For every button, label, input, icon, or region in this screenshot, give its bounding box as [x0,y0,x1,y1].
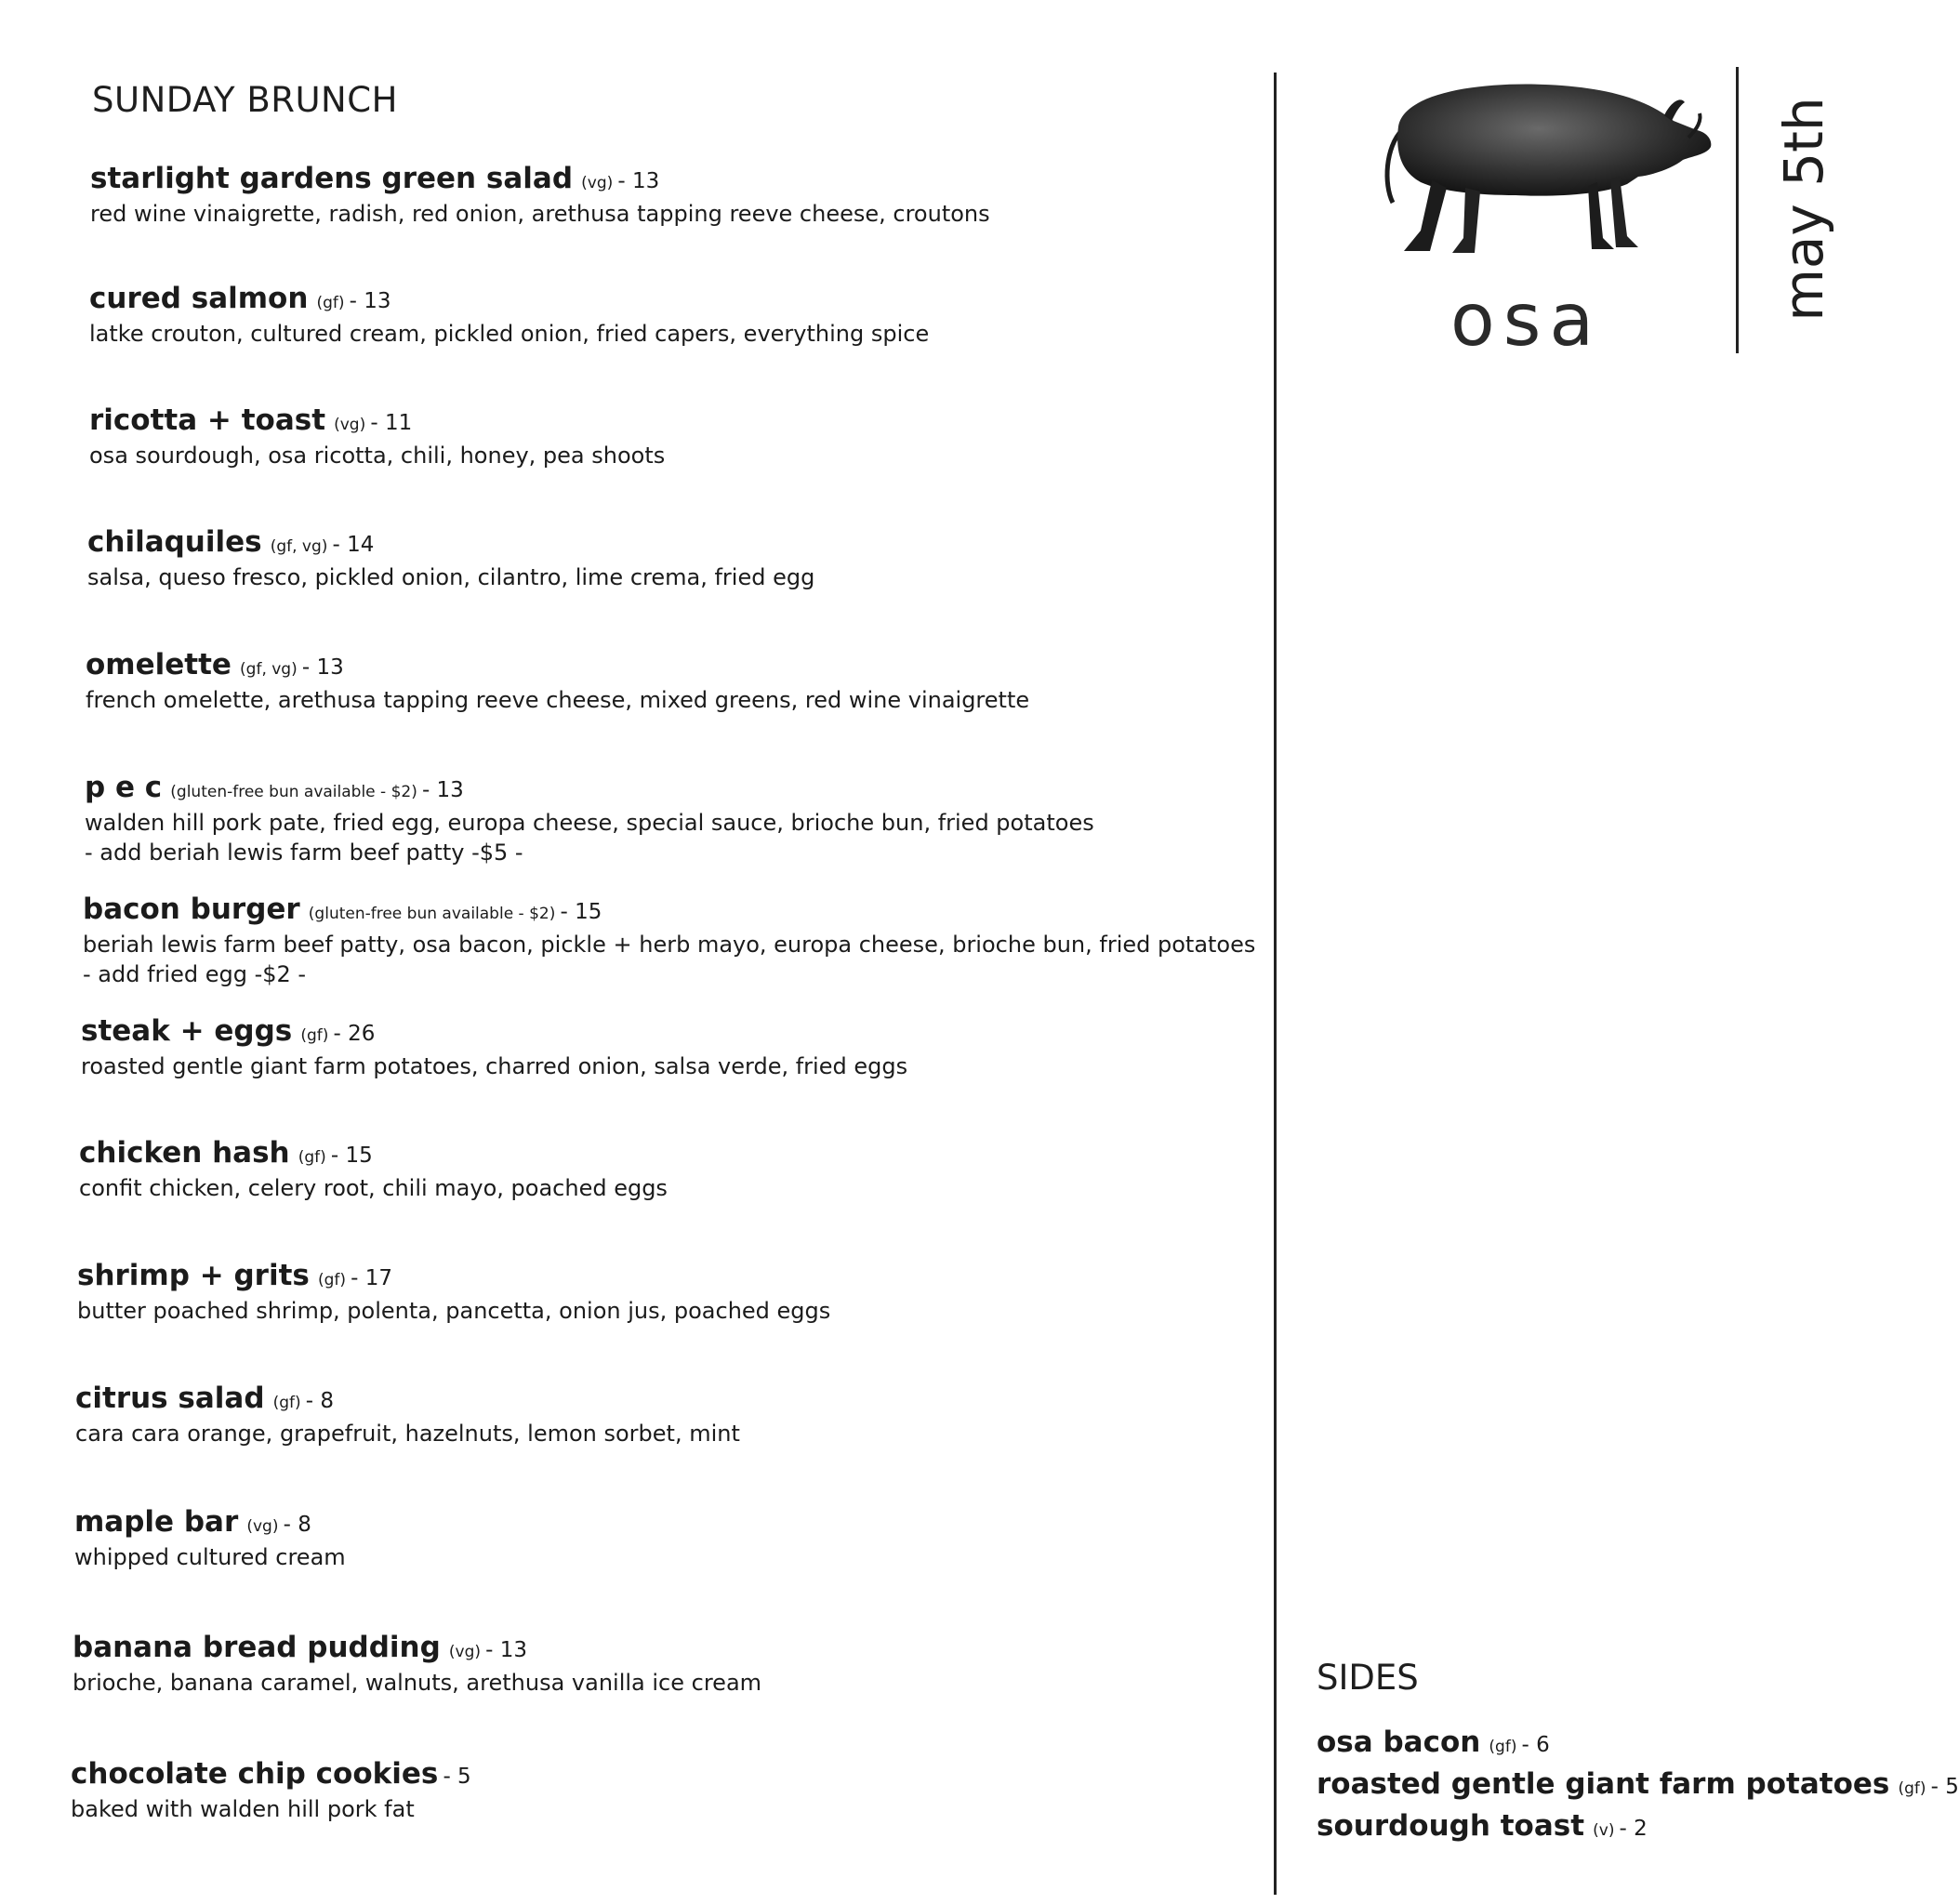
side-item [1317,1728,1550,1757]
item-price: - 13 [617,169,660,193]
item-name: chilaquiles [87,525,262,559]
item-description: osa sourdough, osa ricotta, chili, honey, pea shoots [89,443,666,469]
sides-title: SIDES [1317,1658,1419,1698]
menu-item [71,1757,471,1822]
item-name: chicken hash [79,1136,290,1170]
item-dietary-note: (gf) [317,1271,347,1289]
item-description: french omelette, arethusa tapping reeve cheese, mixed greens, red wine vinaigrette [86,687,1030,713]
item-price: - 26 [333,1022,376,1046]
item-price: - 13 [301,655,344,680]
menu-item [89,284,929,346]
item-dietary-note: (gf) [298,1148,326,1167]
item-description: beriah lewis farm beef patty, osa bacon, pickle + herb mayo, europa cheese, brioche bun, fried potatoes [83,932,1256,958]
item-price: - 15 [560,900,602,924]
item-dietary-note: (vg) [581,174,614,192]
menu-item [73,1633,761,1695]
item-dietary-note: (gluten-free bun available - $2) [308,905,556,923]
item-name: shrimp + grits [77,1259,310,1292]
menu-date: may 5th [1772,97,1835,322]
item-name: starlight gardens green salad [90,162,574,195]
item-description: butter poached shrimp, polenta, pancetta, onion jus, poached eggs [77,1298,831,1324]
item-dietary-note: (gf) [272,1394,301,1412]
logo-divider [1736,67,1739,353]
item-description: whipped cultured cream [74,1544,346,1570]
menu-item [79,1136,668,1201]
item-name: banana bread pudding [73,1631,441,1664]
item-name: maple bar [74,1505,239,1539]
item-dietary-note: (gf) [300,1026,329,1045]
item-dietary-note: (gf) [1489,1738,1517,1756]
item-name: roasted gentle giant farm potatoes [1317,1767,1890,1801]
item-description: salsa, queso fresco, pickled onion, cilantro, lime crema, fried egg [87,564,815,590]
item-dietary-note: (gf) [1898,1779,1926,1798]
item-price: - 5 [443,1765,471,1789]
item-description: brioche, banana caramel, walnuts, arethusa vanilla ice cream [73,1670,762,1696]
item-name: p e c [85,771,163,804]
item-price: - 14 [332,533,375,557]
item-dietary-note: (gf, vg) [270,537,328,556]
item-name: sourdough toast [1317,1809,1585,1843]
item-name: osa bacon [1317,1726,1481,1759]
item-description: walden hill pork pate, fried egg, europa cheese, special sauce, brioche bun, fried potatoes [85,810,1094,836]
menu-item [85,771,1094,866]
item-description: roasted gentle giant farm potatoes, charred onion, salsa verde, fried eggs [81,1053,908,1079]
item-price: - 13 [485,1638,528,1662]
item-dietary-note: (gf) [316,294,345,312]
item-name: bacon burger [83,892,300,926]
item-price: - 13 [349,289,391,313]
menu-item [90,162,990,227]
item-description: red wine vinaigrette, radish, red onion, arethusa tapping reeve cheese, croutons [90,201,990,227]
item-name: steak + eggs [81,1014,293,1048]
item-price: - 2 [1619,1817,1648,1841]
menu-item [74,1505,346,1570]
item-dietary-note: (vg) [334,416,366,434]
menu-item [75,1384,740,1446]
item-dietary-note: (vg) [448,1643,482,1661]
item-dietary-note: (gluten-free bun available - $2) [170,783,417,801]
menu-title: SUNDAY BRUNCH [92,80,398,120]
menu-item [87,525,815,590]
item-description: confit chicken, celery root, chili mayo, poached eggs [79,1175,668,1201]
item-price: - 11 [370,411,413,435]
item-name: citrus salad [75,1382,265,1415]
side-item [1317,1767,1959,1801]
item-dietary-note: (vg) [246,1517,279,1536]
column-divider [1274,73,1277,1895]
menu-item [77,1259,831,1324]
brand-name: osa [1450,279,1603,363]
item-name: cured salmon [89,282,309,315]
menu-item [81,1014,908,1079]
item-description: cara cara orange, grapefruit, hazelnuts, lemon sorbet, mint [75,1421,740,1447]
item-price: - 17 [351,1266,392,1290]
menu-item [89,403,666,469]
item-price: - 5 [1930,1775,1959,1799]
menu-item [83,892,1256,988]
item-addon: - add beriah lewis farm beef patty -$5 - [85,840,523,866]
item-description: latke crouton, cultured cream, pickled onion, fried capers, everything spice [89,321,930,347]
item-price: - 6 [1521,1733,1550,1757]
item-description: baked with walden hill pork fat [71,1796,415,1822]
item-name: ricotta + toast [89,403,326,437]
item-addon: - add fried egg -$2 - [83,961,307,988]
item-price: - 15 [330,1144,373,1168]
item-price: - 8 [305,1389,335,1413]
side-item [1317,1809,1648,1843]
item-price: - 8 [283,1513,311,1537]
item-dietary-note: (v) [1593,1821,1615,1840]
pig-icon [1376,73,1729,276]
item-dietary-note: (gf, vg) [240,660,298,679]
item-name: omelette [86,648,232,681]
menu-item [86,648,1030,713]
item-name: chocolate chip cookies [71,1757,439,1791]
item-price: - 13 [421,778,464,802]
